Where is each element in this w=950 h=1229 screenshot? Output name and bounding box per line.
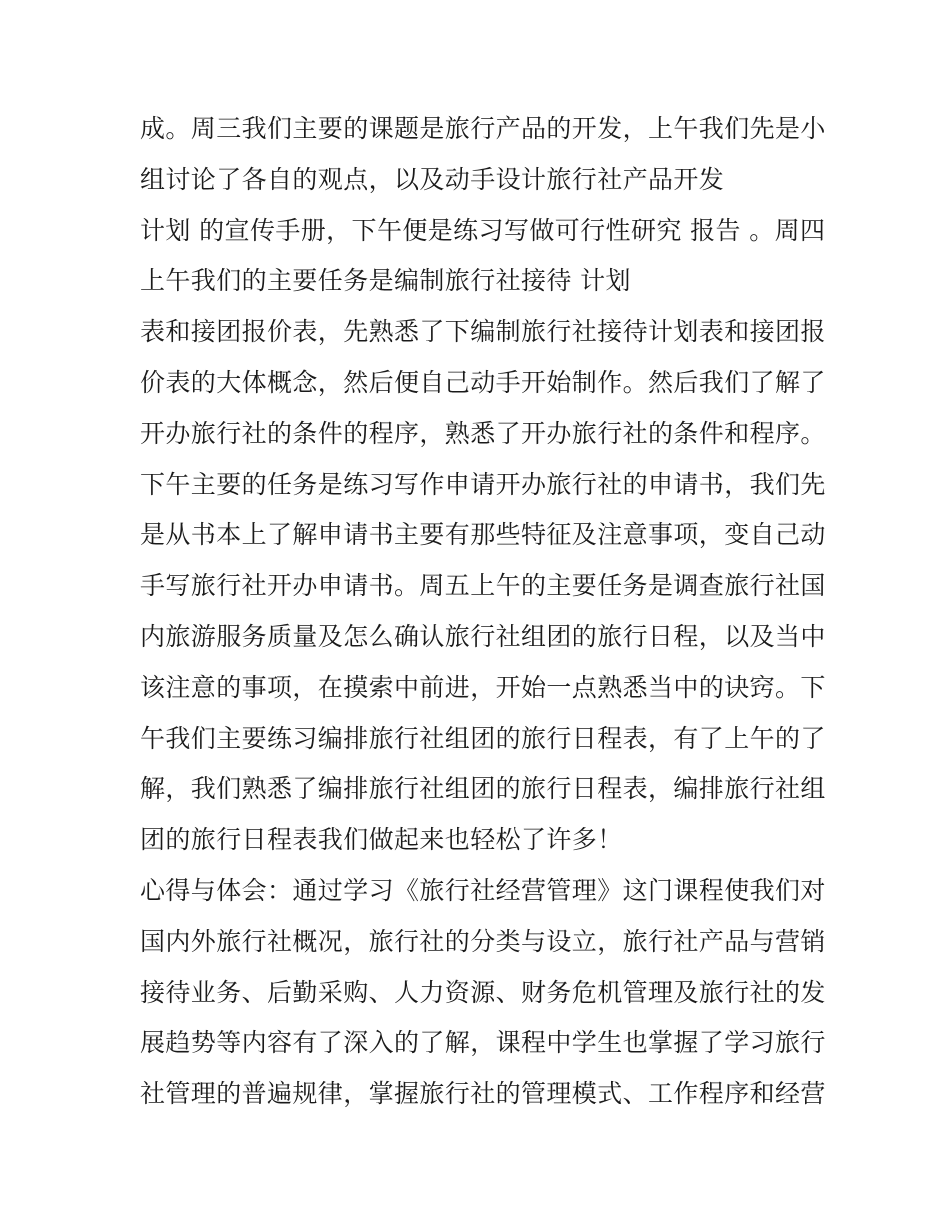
text-line-3: 计划 的宣传手册，下午便是练习写做可行性研究 报告 。周四 [140, 215, 826, 245]
text-line-9: 是从书本上了解申请书主要有那些特征及注意事项，变自己动 [140, 520, 826, 550]
text-line-7: 开办旅行社的条件的程序，熟悉了开办旅行社的条件和程序。 [140, 418, 826, 448]
text-line-16: 心得与体会：通过学习《旅行社经营管理》这门课程使我们对 [140, 875, 826, 905]
text-line-6: 价表的大体概念，然后便自己动手开始制作。然后我们了解了 [140, 367, 826, 397]
text-line-1: 成。周三我们主要的课题是旅行产品的开发，上午我们先是小 [140, 114, 826, 143]
text-line-13: 午我们主要练习编排旅行社组团的旅行日程表，有了上午的了 [140, 723, 826, 753]
text-line-11: 内旅游服务质量及怎么确认旅行社组团的旅行日程，以及当中 [140, 621, 826, 651]
text-line-15: 团的旅行日程表我们做起来也轻松了许多！ [140, 825, 623, 855]
text-line-14: 解，我们熟悉了编排旅行社组团的旅行日程表，编排旅行社组 [140, 774, 826, 804]
text-line-19: 展趋势等内容有了深入的了解，课程中学生也掌握了学习旅行 [140, 1028, 826, 1058]
text-line-4: 上午我们的主要任务是编制旅行社接待 计划 [140, 266, 631, 296]
text-line-2: 组讨论了各自的观点，以及动手设计旅行社产品开发 [140, 164, 725, 194]
text-line-8: 下午主要的任务是练习写作申请开办旅行社的申请书，我们先 [140, 469, 826, 499]
document-text-body [140, 104, 840, 1120]
text-line-5: 表和接团报价表，先熟悉了下编制旅行社接待计划表和接团报 [140, 317, 826, 347]
text-line-17: 国内外旅行社概况，旅行社的分类与设立，旅行社产品与营销 [140, 926, 826, 956]
text-line-10: 手写旅行社开办申请书。周五上午的主要任务是调查旅行社国 [140, 571, 826, 601]
text-line-18: 接待业务、后勤采购、人力资源、财务危机管理及旅行社的发 [140, 977, 826, 1007]
text-line-20: 社管理的普遍规律，掌握旅行社的管理模式、工作程序和经营 [140, 1079, 826, 1109]
text-line-12: 该注意的事项，在摸索中前进，开始一点熟悉当中的诀窍。下 [140, 672, 826, 702]
